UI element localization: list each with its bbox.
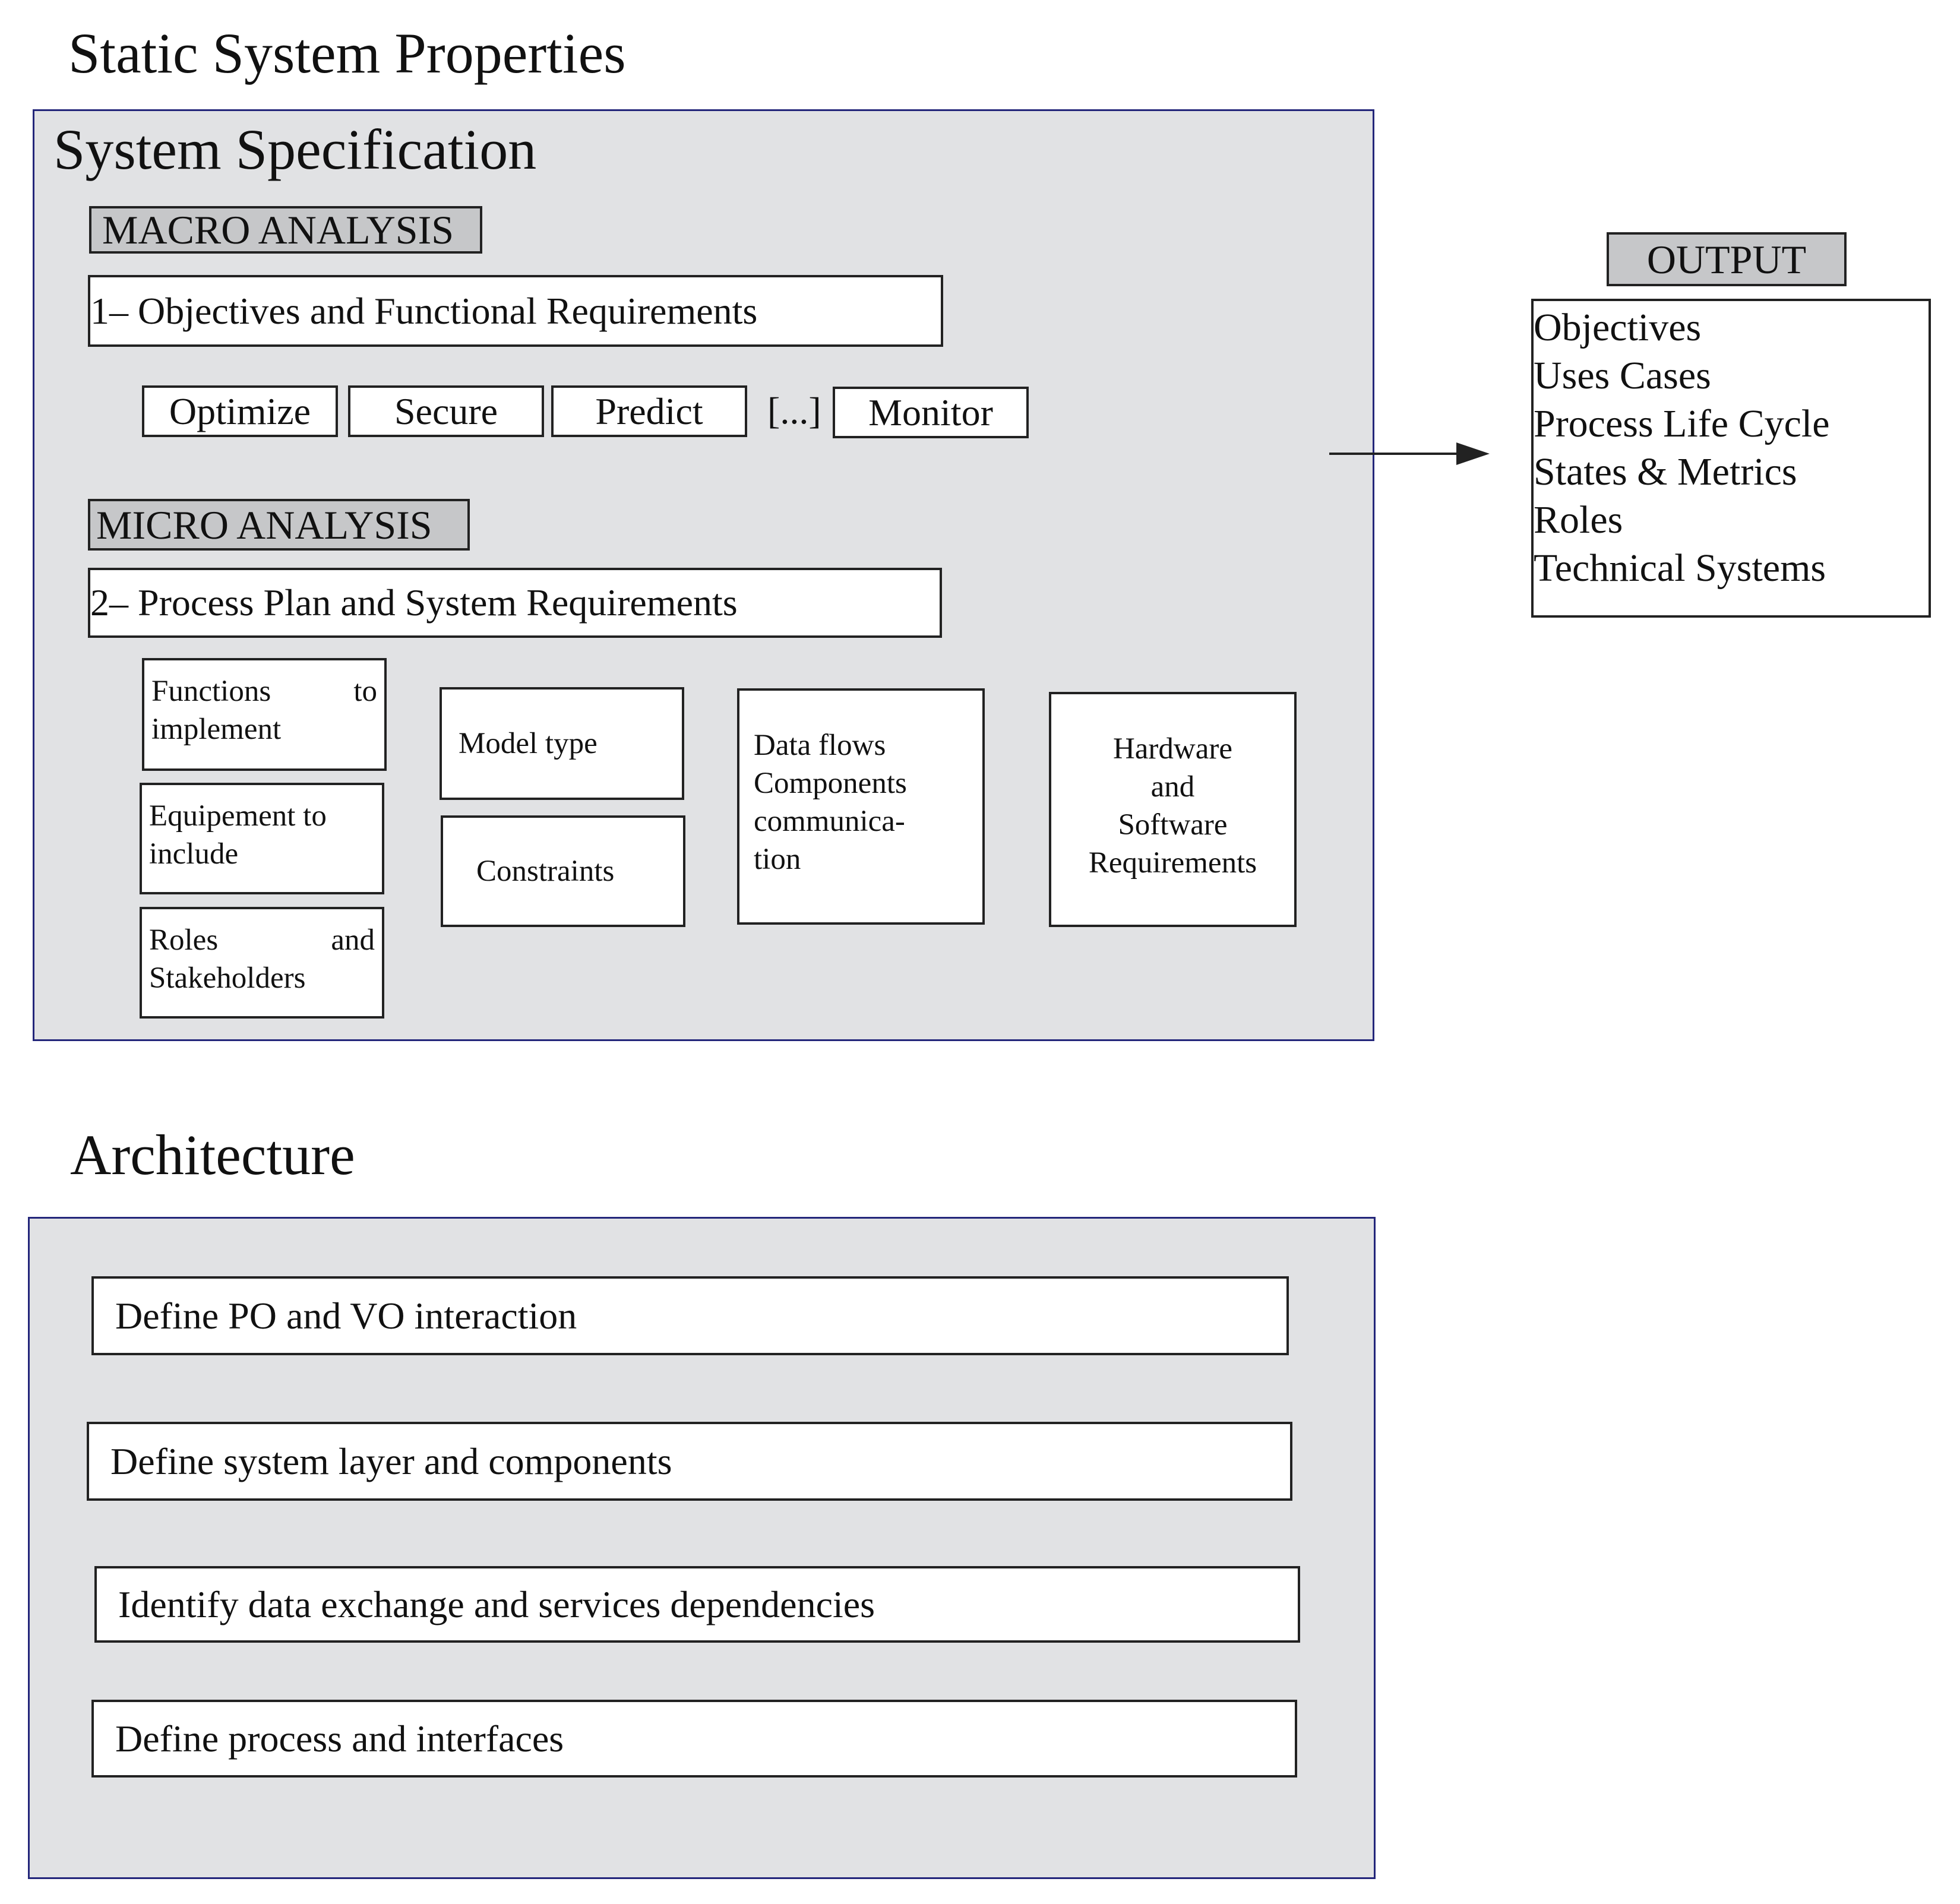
output-item: States & Metrics bbox=[1534, 450, 1797, 494]
architecture-step: Define process and interfaces bbox=[91, 1700, 1297, 1778]
chip-predict: Predict bbox=[551, 385, 747, 437]
equipment-box: Equipement to include bbox=[140, 783, 384, 894]
output-item: Uses Cases bbox=[1534, 354, 1711, 397]
constraints-box bbox=[441, 815, 685, 927]
output-label: OUTPUT bbox=[1607, 232, 1847, 286]
output-list-box bbox=[1531, 299, 1931, 618]
data-flows-line: Components bbox=[754, 767, 907, 800]
data-flows-line: Data flows bbox=[754, 729, 886, 762]
chip-secure: Secure bbox=[348, 385, 544, 437]
architecture-title: Architecture bbox=[70, 1123, 355, 1187]
hardware-line: Software bbox=[1118, 808, 1228, 842]
chip-monitor: Monitor bbox=[833, 387, 1029, 438]
output-item: Technical Systems bbox=[1534, 546, 1826, 590]
objectives-requirements-box: 1– Objectives and Functional Requirements bbox=[88, 275, 943, 347]
roles-box: Roles and Stakeholders bbox=[140, 907, 384, 1019]
model-type-box: Model type bbox=[440, 687, 684, 800]
process-plan-requirements-box: 2– Process Plan and System Requirements bbox=[88, 568, 942, 638]
data-flows-box bbox=[737, 688, 985, 925]
chip-optimize: Optimize bbox=[142, 385, 338, 437]
micro-analysis-label: MICRO ANALYSIS bbox=[88, 499, 470, 551]
output-item: Objectives bbox=[1534, 306, 1702, 349]
data-flows-line: tion bbox=[754, 843, 801, 876]
hardware-line: and bbox=[1150, 770, 1195, 804]
hardware-software-box bbox=[1049, 692, 1297, 927]
arrow-to-output-icon bbox=[1324, 437, 1497, 472]
data-flows-line: communica- bbox=[754, 805, 905, 838]
architecture-step: Define PO and VO interaction bbox=[91, 1276, 1289, 1355]
output-item: Roles bbox=[1534, 498, 1623, 542]
hardware-line: Requirements bbox=[1088, 846, 1257, 880]
static-properties-title: Static System Properties bbox=[68, 21, 626, 85]
output-item: Process Life Cycle bbox=[1534, 402, 1830, 445]
architecture-step: Define system layer and components bbox=[87, 1422, 1292, 1501]
functions-box: Functions to implement bbox=[142, 658, 387, 771]
system-specification-title: System Specification bbox=[53, 118, 537, 181]
ellipsis: [...] bbox=[767, 390, 821, 432]
hardware-line: Hardware bbox=[1112, 732, 1233, 766]
architecture-step: Identify data exchange and services dependencies bbox=[94, 1566, 1300, 1643]
constraints-text: Constraints bbox=[476, 855, 615, 888]
macro-analysis-label: MACRO ANALYSIS bbox=[89, 206, 482, 254]
